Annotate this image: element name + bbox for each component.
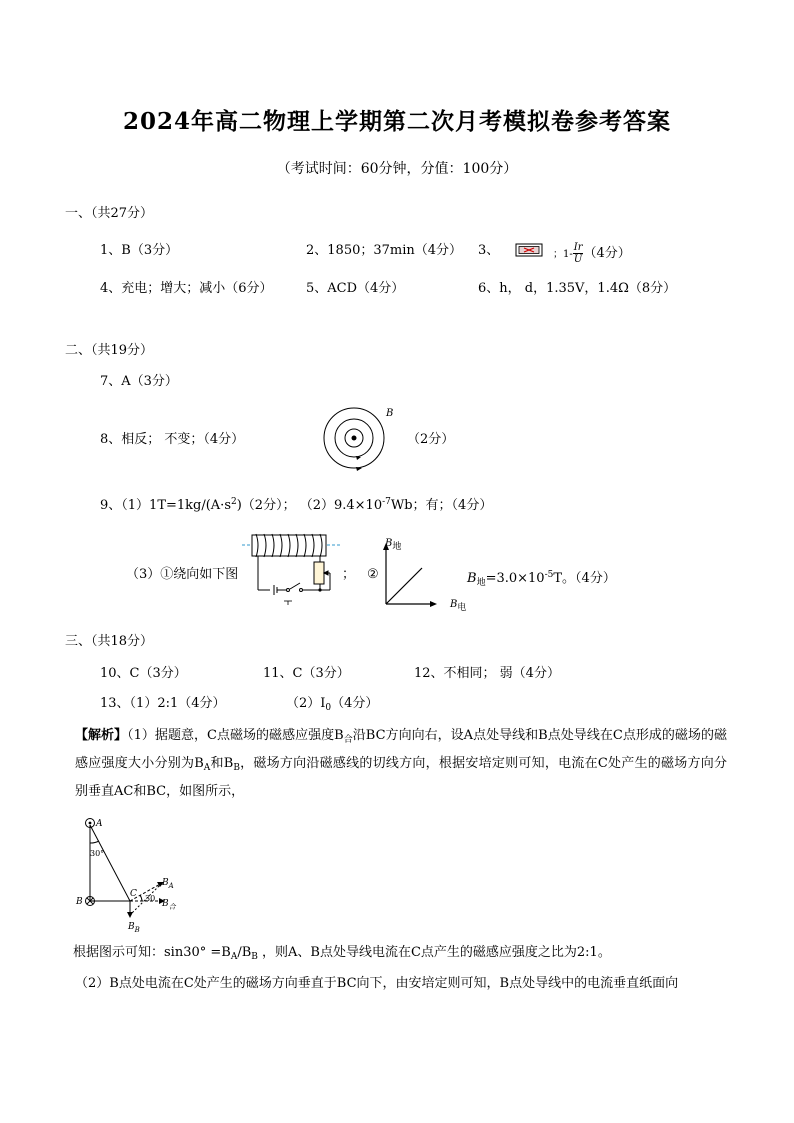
section1-heading: 一、（共27分） bbox=[65, 206, 154, 221]
analysis-label: 【解析】 bbox=[75, 728, 128, 743]
analysis-sub-a: A bbox=[203, 763, 211, 773]
analysis-part2: （2）B点处电流在C处产生的磁场方向垂直于BC向下，由安培定则可知，B点处导线中的电流垂直纸面向 bbox=[75, 976, 679, 991]
answer-q6: 6、h， d，1.35V，1.4Ω（8分） bbox=[478, 281, 677, 296]
answer-q8: 8、相反； 不变；（4分） bbox=[100, 432, 245, 447]
answer-q12: 12、不相同； 弱（4分） bbox=[414, 666, 560, 681]
fig-label-c: C bbox=[130, 889, 137, 899]
answer-q1: 1、B（3分） bbox=[100, 243, 179, 258]
exam-info: （考试时间：60分钟，分值：100分） bbox=[276, 161, 518, 177]
fig-label-bhe bbox=[162, 895, 176, 916]
conclusion-b: /B bbox=[237, 945, 252, 960]
section3-heading: 三、（共18分） bbox=[65, 634, 154, 649]
q9-sup-a: 2 bbox=[231, 497, 237, 507]
q3-score: （4分） bbox=[583, 246, 631, 261]
result-sup: -5 bbox=[544, 570, 554, 580]
answer-q9-circle2: ② bbox=[367, 567, 379, 582]
answer-q7: 7、A（3分） bbox=[100, 374, 178, 389]
fig-bhe-text: B bbox=[162, 899, 169, 909]
graph-x-text: B bbox=[450, 599, 458, 610]
q9-text-c: Wb；有；（4分） bbox=[390, 498, 493, 513]
resistor-icon bbox=[515, 243, 543, 257]
answer-q11: 11、C（3分） bbox=[263, 666, 350, 681]
graph-y-label bbox=[385, 535, 401, 556]
fig-label-bb bbox=[128, 918, 140, 939]
answer-q13-part2 bbox=[286, 695, 378, 717]
q3-prefix: 3、 bbox=[478, 243, 500, 258]
fig-bb-text: B bbox=[128, 922, 135, 932]
conclusion-c: ，则A、B点处导线电流在C点产生的磁感应强度之比为2:1。 bbox=[257, 945, 611, 960]
graph-x-sub: 电 bbox=[457, 603, 467, 613]
q13-b-prefix: （2）I bbox=[286, 696, 326, 711]
conclusion-sub-a: A bbox=[230, 952, 238, 962]
diagram-label-b: B bbox=[386, 408, 394, 419]
fig-bb-sub: B bbox=[134, 926, 140, 934]
answer-q9-result bbox=[467, 566, 616, 592]
answer-q13-part1: 13、（1）2:1（4分） bbox=[100, 696, 226, 711]
q13-b-suffix: （4分） bbox=[331, 696, 379, 711]
analysis-text-d: ，磁场方向沿磁感线的切线方向，根据安培定则可知，电流在C处产生的磁场方向分别垂直AC和BC，如图所示， bbox=[75, 756, 727, 799]
solenoid-circuit-diagram bbox=[240, 530, 350, 605]
analysis-text-b: 沿BC方向向右，设A点处导线和B点处导线在C点形成的磁场的磁感应强度大小分别为B bbox=[75, 728, 727, 771]
q9-text-b: )（2分）； （2）9.4×10 bbox=[236, 498, 383, 513]
result-b: B bbox=[467, 571, 477, 586]
fig-label-a: A bbox=[96, 819, 103, 829]
fig-label-b: B bbox=[76, 897, 83, 907]
conclusion-a: 根据图示可知：sin30° =B bbox=[73, 945, 231, 960]
analysis-sub-b: B bbox=[233, 763, 240, 773]
conclusion-line bbox=[73, 944, 611, 966]
conclusion-sub-b: B bbox=[251, 952, 258, 962]
graph-y-sub: 地 bbox=[392, 542, 402, 552]
result-tail: T。（4分） bbox=[553, 571, 616, 586]
answer-q9-part3: （3）①绕向如下图 bbox=[126, 567, 239, 582]
q3-frac-num: Ir bbox=[573, 242, 583, 253]
fig-bhe-sub: 合 bbox=[168, 903, 176, 911]
answer-q3-expr bbox=[553, 242, 631, 265]
page-title: 2024年高二物理上学期第二次月考模拟卷参考答案 bbox=[122, 108, 671, 135]
result-value: =3.0×10 bbox=[485, 571, 545, 586]
analysis-text-a: （1）据题意，C点磁场的磁感应强度B bbox=[127, 728, 344, 743]
fig-ba-text: B bbox=[162, 878, 169, 888]
fig-angle-30-b: 30 bbox=[145, 894, 156, 903]
fig-label-ba bbox=[162, 874, 174, 895]
answer-q4: 4、充电；增大；减小（6分） bbox=[100, 281, 273, 296]
answer-q3 bbox=[478, 242, 499, 260]
answer-q10: 10、C（3分） bbox=[100, 666, 187, 681]
q3-fraction bbox=[573, 242, 584, 265]
answer-q9-line1 bbox=[100, 493, 492, 515]
q3-frac-den: U bbox=[573, 254, 583, 265]
section2-heading: 二、（共19分） bbox=[65, 343, 154, 358]
q9-text-a: 9、（1）1T=1kg/(A·s bbox=[100, 498, 231, 513]
fig-ba-sub: A bbox=[168, 882, 174, 890]
q13-b-sub: 0 bbox=[325, 703, 332, 713]
answer-q5: 5、ACD（4分） bbox=[306, 281, 405, 296]
graph-x-label bbox=[450, 596, 466, 617]
result-sub: 地 bbox=[476, 578, 486, 588]
answer-q9-semicolon: ； bbox=[342, 567, 356, 582]
answer-q2: 2、1850；37min（4分） bbox=[306, 243, 463, 258]
q3-mid: ；1- bbox=[553, 249, 573, 260]
q9-sup-b: -7 bbox=[382, 497, 391, 507]
graph-y-text: B bbox=[385, 538, 393, 549]
analysis-sub-he: 合 bbox=[343, 735, 353, 745]
analysis-paragraph bbox=[75, 724, 727, 804]
fig-angle-30-a: 30° bbox=[90, 849, 105, 858]
answer-q8-score: （2分） bbox=[407, 432, 455, 447]
analysis-text-c: 和B bbox=[210, 756, 234, 771]
